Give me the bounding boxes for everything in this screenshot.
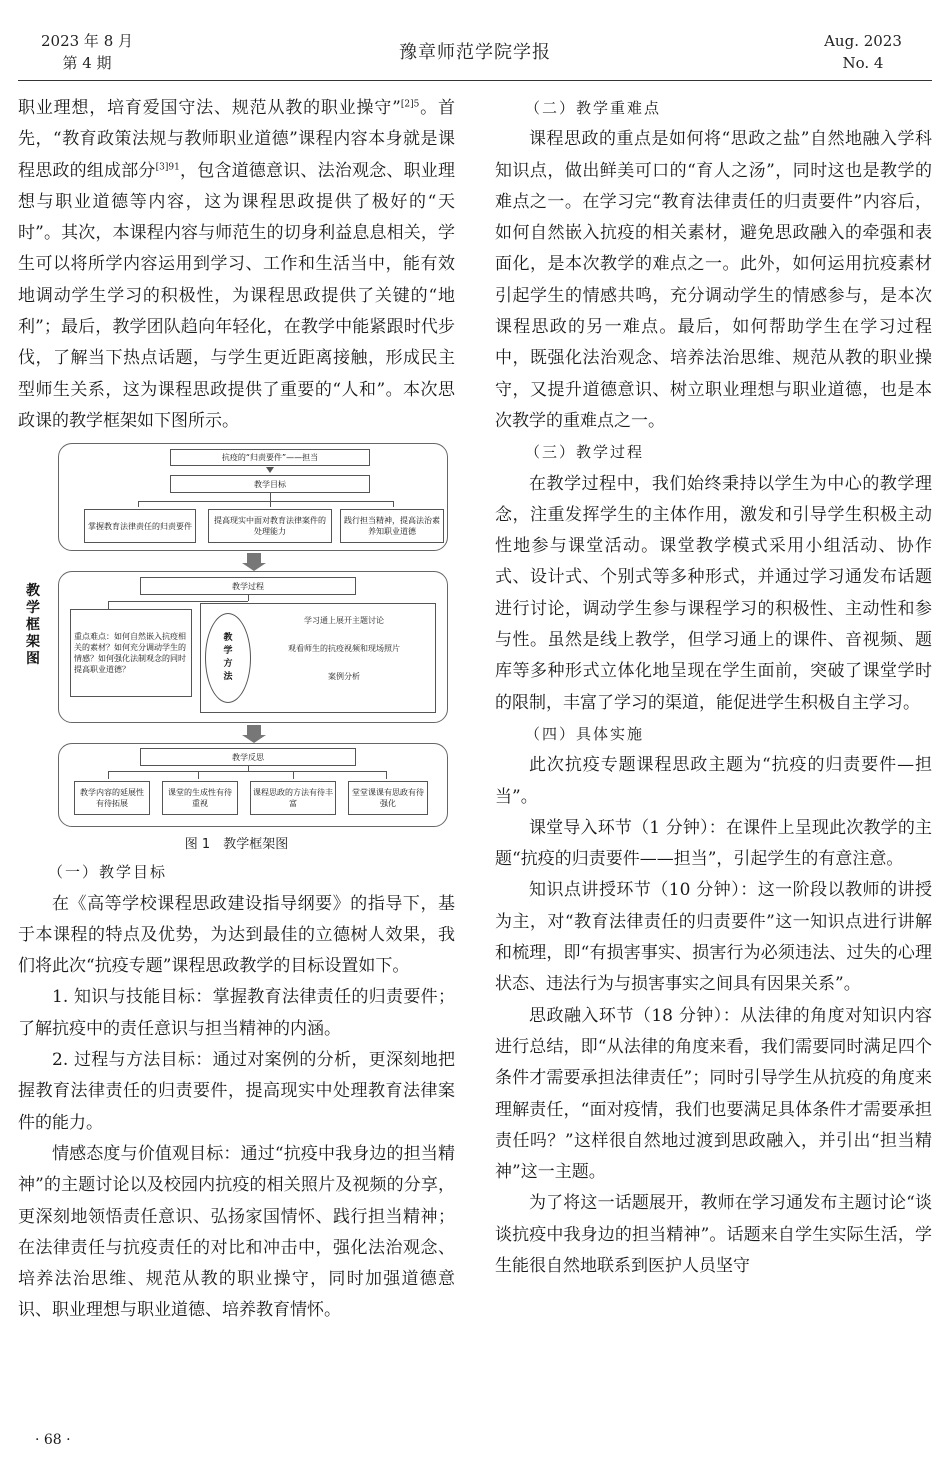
section-heading-process: （三）教学过程 (525, 443, 645, 462)
section-heading-difficulties: （二）教学重难点 (525, 99, 662, 117)
process-title: 教学过程 (140, 577, 356, 595)
paragraph-discussion: 为了将这一话题展开，教师在学习通发布主题讨论“谈谈抗疫中我身边的担当精神”。话题来自学生实际生活，学生能很自然地联系到医护人员坚守 (495, 1193, 932, 1276)
paragraph-integration-stage: 思政融入环节（18 分钟）：从法律的角度对知识内容进行总结，即“从法律的角度来看，我们需要同时满足四个条件才需要承担法律责任”；同时引导学生从抗疫的角度来理解责任，“面对疫情，我们也要满足具体条件才需要承担责任吗？”这样很自然地过渡到思政融入，并引出“担当精神”这一主题。 (495, 1005, 932, 1183)
methods-label: 教学方法 (205, 613, 251, 703)
left-column (18, 93, 455, 1327)
reflection-4: 堂堂课课有思政有待强化 (348, 781, 428, 815)
down-arrow-icon (247, 725, 261, 735)
section-heading-implementation: （四）具体实施 (525, 724, 645, 743)
paragraph-goal-emotion: 情感态度与价值观目标：通过“抗疫中我身边的担当精神”的主题讨论以及校园内抗疫的相关照片及视频的分享，更深刻地领悟责任意识、弘扬家国情怀、践行担当精神；在法律责任与抗疫责任的对比和冲击中，强化法治观念、培养法治思维、规范从教的职业操守，同时加强道德意识、职业理想与职业道德、培养教育情怀。 (18, 1143, 455, 1321)
connector (108, 601, 248, 602)
paragraph-intro-stage: 课堂导入环节（1 分钟）：在课件上呈现此次教学的主题“抗疫的归责要件——担当”，引起学生的有意注意。 (495, 817, 932, 870)
method-2: 观看师生的抗疫视频和现场照片 (288, 644, 400, 654)
method-3: 案例分析 (328, 672, 360, 682)
connector (108, 601, 109, 609)
citation-3: [3]91 (155, 161, 180, 172)
section-heading-goals: （一）教学目标 (48, 863, 168, 882)
goal-1: 掌握教育法律责任的归责要件 (84, 509, 196, 543)
connector (138, 501, 393, 502)
page-number: · 68 · (35, 1432, 71, 1448)
paragraph-process: 在教学过程中，我们始终秉持以学生为中心的教学理念，注重发挥学生的主体作用，激发和引导学生积极主动性地参与课堂活动。课堂教学模式采用小组活动、协作式、设计式、个别式等多种形式，并通过学习通发布话题进行讨论，调动学生参与课程学习的积极性、主动性和参与性。虽然是线上教学，但学习通上的课件、音视频、题库等多种形式立体化地呈现在学生面前，突破了课堂学时的限制，丰富了学习的渠道，能促进学生积极自主学习。 (495, 473, 932, 713)
reflection-2: 课堂的生成性有待重视 (162, 781, 238, 815)
goal-3: 践行担当精神，提高法治素养知职业道德 (340, 509, 444, 543)
reflection-3: 课程思政的方法有待丰富 (250, 781, 336, 815)
reflection-title: 教学反思 (140, 748, 356, 766)
connector (270, 493, 271, 501)
arrow-icon (266, 467, 274, 473)
paragraph-intro (18, 93, 455, 437)
connector (108, 771, 386, 772)
paragraph-intro-part3: ，包含道德意识、法治观念、职业理想与职业道德等内容，这为课程思政提供了极好的“天时”。其次，本课程内容与师范生的切身利益息息相关，学生可以将所学内容运用到学习、工作和生活当中，能有效地调动学生学习的积极性，为课程思政提供了关键的“地利”；最后，教学团队趋向年轻化，在教学中能紧跟时代步伐，了解当下热点话题，与学生更近距离接触，形成民主型师生关系，这为课程思政提供了重要的“人和”。本次思政课的教学框架如下图所示。 (18, 160, 456, 431)
reflection-1: 教学内容的延展性有待拓展 (74, 781, 150, 815)
paragraph-difficulties: 课程思政的重点是如何将“思政之盐”自然地融入学科知识点，做出鲜美可口的“育人之汤”，同时这也是教学的难点之一。在学习完“教育法律责任的归责要件”内容后，如何自然嵌入抗疫的相关素材，避免思政融入的牵强和表面化，是本次教学的难点之一。此外，如何运用抗疫素材引起学生的情感共鸣，充分调动学生的情感参与，是本次课程思政的另一难点。最后，如何帮助学生在学习过程中，既强化法治观念、培养法治思维、规范从教的职业操守，又提升道德意识、树立职业理想与职业道德，也是本次教学的重难点之一。 (495, 129, 932, 431)
goals-title: 教学目标 (170, 475, 370, 493)
connector (248, 595, 249, 601)
figure-side-label: 教学框架图 (26, 583, 40, 668)
down-arrow-icon (247, 553, 261, 563)
paragraph-goal-process: 2. 过程与方法目标：通过对案例的分析，更深刻地把握教育法律责任的归责要件，提高现实中处理教育法律案件的能力。 (18, 1050, 455, 1133)
key-difficulties: 重点难点：如何自然嵌入抗疫相关的素材？如何充分调动学生的情感？如何强化法制观念的同时提高职业道德？ (70, 609, 192, 697)
header-issue-cn: 第 4 期 (62, 54, 112, 72)
connector (386, 771, 387, 779)
connector (393, 501, 394, 507)
paragraph-lecture-stage: 知识点讲授环节（10 分钟）：这一阶段以教师的讲授为主，对“教育法律责任的归责要件”这一知识点进行讲解和梳理，即“有损害事实、损害行为必须违法、过失的心理状态、违法行为与损害事实之间具有因果关系”。 (495, 880, 932, 995)
method-1: 学习通上展开主题讨论 (304, 616, 384, 626)
citation-2: [2]5 (400, 99, 420, 110)
paragraph-goal-knowledge: 1. 知识与技能目标：掌握教育法律责任的归责要件；了解抗疫中的责任意识与担当精神的内涵。 (18, 987, 455, 1039)
header-date-en: Aug. 2023 (824, 32, 902, 50)
paragraph-goals-intro: 在《高等学校课程思政建设指导纲要》的指导下，基于本课程的特点及优势，为达到最佳的立德树人效果，我们将此次“抗疫专题”课程思政教学的目标设置如下。 (18, 893, 455, 977)
figure-top-title: 抗疫的“归责要件”——担当 (170, 449, 370, 466)
header-right (808, 30, 918, 74)
paragraph-theme: 此次抗疫专题课程思政主题为“抗疫的归责要件—担当”。 (495, 755, 932, 807)
teaching-framework-figure (18, 443, 455, 829)
right-column (495, 93, 932, 1282)
goal-2: 提高现实中面对教育法律案件的处理能力 (208, 509, 332, 543)
journal-title: 豫章师范学院学报 (399, 42, 551, 63)
figure-caption: 图 1 教学框架图 (184, 837, 289, 853)
connector (108, 771, 109, 779)
connector (293, 771, 294, 779)
header-issue-en: No. 4 (842, 54, 884, 72)
connector (198, 771, 199, 779)
header-divider (18, 80, 932, 81)
header-year-month: 2023 年 8 月 (40, 32, 134, 50)
connector (138, 501, 139, 507)
connector (270, 501, 271, 507)
paragraph-intro-part1: 职业理想，培育爱国守法、规范从教的职业操守” (18, 98, 401, 118)
paragraph-intro-part2: 。首先，“教育政策法规与教师职业道德”课程内容本身就是课程思政的组成部分 (18, 98, 455, 181)
